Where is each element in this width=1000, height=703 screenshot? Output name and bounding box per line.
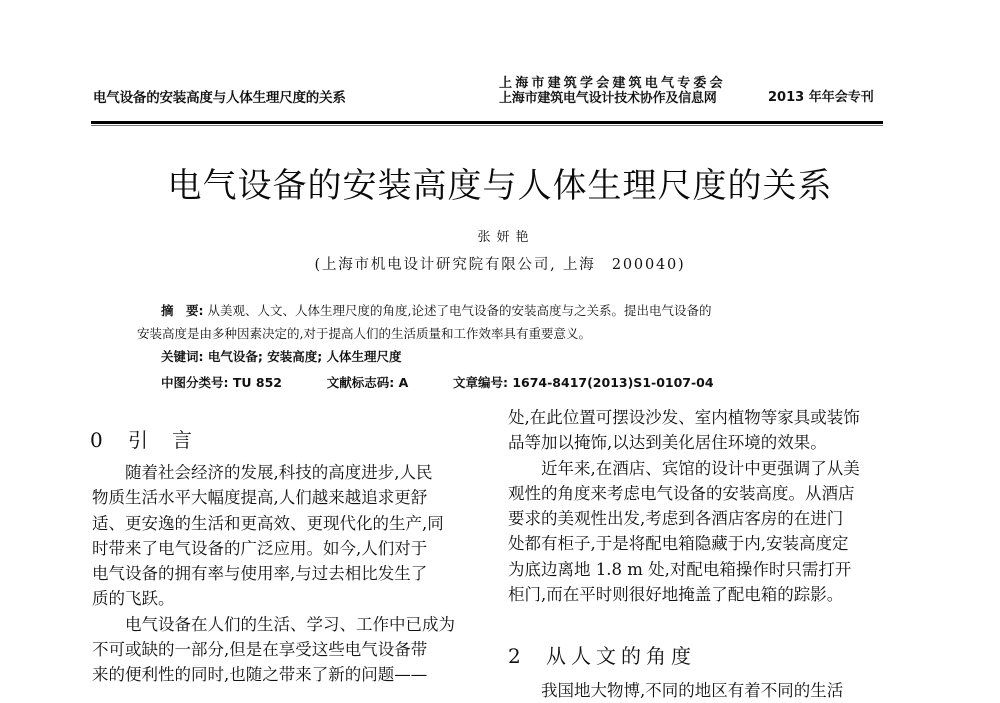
left-column-body [92, 460, 455, 688]
section-number: 2 [508, 644, 521, 668]
organization-line-2: 上海市建筑电气设计技术协作及信息网 [499, 91, 717, 106]
keywords-value: 电气设备; 安装高度; 人体生理尺度 [207, 349, 402, 364]
author-name: 张妍艳 [477, 230, 535, 245]
keywords-line [161, 347, 402, 365]
running-header-organization [499, 76, 726, 106]
paragraph-line: 随着社会经济的发展,科技的高度进步,人民 [125, 463, 433, 482]
clc-label: 中图分类号: [161, 375, 229, 390]
section-title: 从人文的角度 [546, 644, 696, 668]
abstract-label: 摘 要: [161, 303, 204, 318]
paragraph-line: 处,在此位置可摆设沙发、室内植物等家具或装饰 [508, 408, 860, 427]
paragraph-line: 电气设备的拥有率与使用率,与过去相比发生了 [92, 564, 428, 584]
doc-code-value: A [398, 375, 409, 390]
doc-code-label: 文献标志码: [326, 375, 395, 390]
keywords-label: 关键词: [161, 349, 204, 364]
organization-line-1: 上海市建筑学会建筑电气专委会 [499, 76, 726, 91]
paragraph-line: 柜门,而在平时则很好地掩盖了配电箱的踪影。 [508, 585, 844, 605]
paragraph-line: 为底边离地 1.8 m 处,对配电箱操作时只需打开 [508, 559, 852, 579]
header-rule-thin [91, 125, 883, 126]
author-affiliation: (上海市机电设计研究院有限公司, 上海 200040) [314, 257, 686, 273]
classification-line [161, 373, 714, 391]
right-column-body [508, 405, 860, 607]
paragraph-line: 品等加以掩饰,以达到美化居住环境的效果。 [508, 433, 827, 453]
paragraph-line: 质的飞跃。 [92, 589, 175, 609]
abstract-line-1 [161, 301, 711, 319]
paragraph-line: 我国地大物博,不同的地区有着不同的生活 [541, 681, 844, 700]
paragraph-line: 近年来,在酒店、宾馆的设计中更强调了从美 [541, 458, 860, 478]
paragraph-line: 不可或缺的一部分,但是在享受这些电气设备带 [92, 640, 428, 660]
article-title: 电气设备的安装高度与人体生理尺度的关系 [167, 166, 833, 206]
issue-label: 2013 年年会专刊 [768, 90, 874, 105]
abstract-text-1: 从美观、人文、人体生理尺度的角度,论述了电气设备的安装高度与之关系。提出电气设备的 [207, 303, 712, 318]
paragraph-line: 适、更安逸的生活和更高效、更现代化的生产,同 [92, 513, 444, 533]
section-number: 0 [90, 428, 103, 452]
clc-value: TU 852 [232, 375, 282, 390]
abstract-text-2: 安装高度是由多种因素决定的,对于提高人们的生活质量和工作效率具有重要意义。 [137, 326, 591, 341]
paragraph-line: 电气设备在人们的生活、学习、工作中已成为 [125, 614, 455, 634]
right-column-body-continued [508, 678, 843, 703]
paragraph-line: 观性的角度来考虑电气设备的安装高度。从酒店 [508, 483, 855, 503]
paragraph-line: 处都有柜子,于是将配电箱隐藏于内,安装高度定 [508, 534, 849, 554]
article-number-label: 文章编号: [452, 375, 508, 390]
paragraph-line: 要求的美观性出发,考虑到各酒店客房的在进门 [508, 509, 844, 529]
header-rule-thick [91, 121, 883, 124]
paragraph-line: 时带来了电气设备的广泛应用。如今,人们对于 [92, 538, 428, 558]
paragraph-line: 来的便利性的同时,也随之带来了新的问题—— [92, 665, 428, 685]
section-heading-intro [90, 424, 216, 453]
section-heading-humanities [508, 640, 696, 669]
section-title: 引言 [128, 428, 216, 452]
running-header-title: 电气设备的安装高度与人体生理尺度的关系 [93, 90, 346, 106]
article-number-value: 1674-8417(2013)S1-0107-04 [512, 375, 714, 390]
paragraph-line: 物质生活水平大幅度提高,人们越来越追求更舒 [92, 488, 428, 508]
